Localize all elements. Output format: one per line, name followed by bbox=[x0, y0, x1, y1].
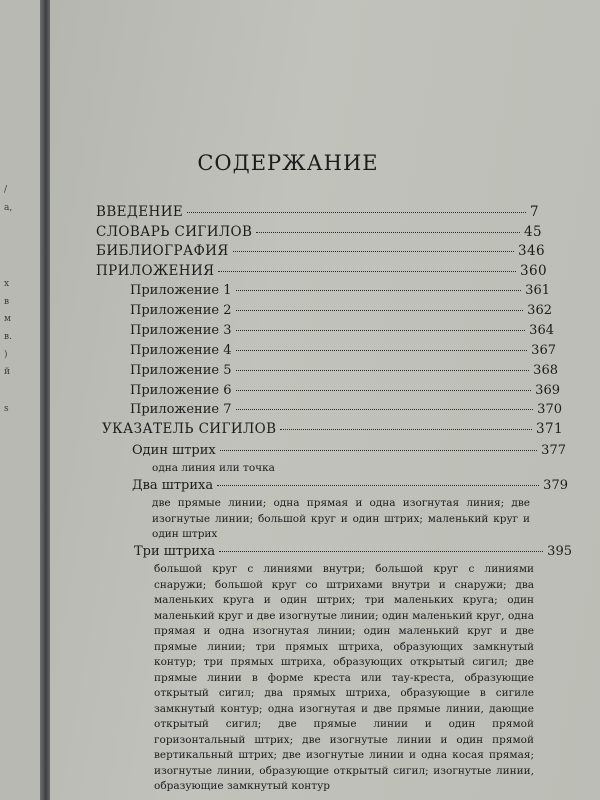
toc-entry-sigil-dictionary bbox=[96, 224, 542, 240]
toc-entry-label: Приложение 4 bbox=[130, 343, 232, 358]
toc-entry-appendix-3 bbox=[130, 323, 554, 338]
toc-entry-appendix-4 bbox=[130, 343, 556, 358]
dot-leader bbox=[236, 370, 530, 371]
toc-entry-introduction bbox=[96, 204, 539, 220]
dot-leader bbox=[280, 429, 532, 430]
toc-entry-two-strokes bbox=[132, 478, 568, 493]
left-page-fragment: / bbox=[4, 185, 8, 195]
toc-entry-label: Приложение 3 bbox=[130, 323, 232, 338]
toc-entry-appendix-2 bbox=[130, 303, 552, 318]
left-page-fragment: ) bbox=[4, 350, 8, 360]
toc-entry-label: Приложение 2 bbox=[130, 303, 232, 318]
toc-entry-appendix-6 bbox=[130, 383, 560, 398]
dot-leader bbox=[236, 330, 526, 331]
left-page-fragment: а, bbox=[4, 203, 13, 213]
toc-entry-label: ПРИЛОЖЕНИЯ bbox=[96, 263, 215, 279]
dot-leader bbox=[219, 551, 543, 552]
dot-leader bbox=[220, 450, 537, 451]
toc-entry-label: БИБЛИОГРАФИЯ bbox=[96, 243, 229, 259]
toc-entry-label: СЛОВАРЬ СИГИЛОВ bbox=[96, 224, 253, 240]
toc-entry-page: 360 bbox=[520, 263, 547, 279]
toc-entry-label: УКАЗАТЕЛЬ СИГИЛОВ bbox=[102, 421, 277, 437]
left-page-fragment: й bbox=[4, 367, 10, 377]
one-stroke-description: одна линия или точка bbox=[152, 462, 275, 474]
left-page-fragment: х bbox=[4, 279, 10, 289]
toc-entry-page: 370 bbox=[537, 402, 562, 417]
toc-entry-appendix-7 bbox=[130, 402, 562, 417]
dot-leader bbox=[218, 271, 516, 272]
toc-entry-label: Три штриха bbox=[134, 544, 216, 559]
toc-entry-page: 364 bbox=[529, 323, 554, 338]
toc-entry-page: 45 bbox=[524, 224, 542, 240]
toc-entry-appendix-5 bbox=[130, 363, 558, 378]
toc-entry-page: 361 bbox=[525, 283, 550, 298]
dot-leader bbox=[236, 310, 524, 311]
toc-entry-three-strokes bbox=[134, 544, 572, 559]
toc-entry-page: 367 bbox=[531, 343, 556, 358]
dot-leader bbox=[217, 485, 539, 486]
left-page-fragment: s bbox=[4, 404, 9, 414]
left-page-fragment: в bbox=[4, 297, 10, 307]
toc-entry-page: 346 bbox=[518, 243, 545, 259]
toc-entry-label: Приложение 7 bbox=[130, 402, 232, 417]
page-title: СОДЕРЖАНИЕ bbox=[197, 151, 379, 175]
dot-leader bbox=[187, 212, 526, 213]
toc-entry-label: Приложение 6 bbox=[130, 383, 232, 398]
toc-entry-page: 362 bbox=[527, 303, 552, 318]
dot-leader bbox=[233, 251, 514, 252]
toc-entry-page: 377 bbox=[541, 443, 566, 458]
toc-entry-appendix-1 bbox=[130, 283, 550, 298]
toc-entry-appendices bbox=[96, 263, 547, 279]
toc-entry-page: 379 bbox=[543, 478, 568, 493]
dot-leader bbox=[236, 409, 534, 410]
toc-entry-page: 369 bbox=[535, 383, 560, 398]
toc-entry-bibliography bbox=[96, 243, 545, 259]
toc-entry-sigil-index bbox=[102, 421, 563, 437]
left-page-fragment: в. bbox=[4, 332, 12, 342]
toc-entry-page: 7 bbox=[530, 204, 539, 220]
toc-entry-page: 368 bbox=[533, 363, 558, 378]
toc-entry-page: 371 bbox=[536, 421, 563, 437]
toc-entry-label: Один штрих bbox=[132, 443, 216, 458]
three-strokes-description: большой круг с линиями внутри; большой круг с линиями снаружи; большой круг со штрихами внутри и снаружи; два маленьких круга и один штрих; три маленьких круга; один маленький круг и две изогнутые линии; один маленький круг, одна прямая и одна изогнутая линии; один маленький круг и две прямые линии; три прямых штриха, образующих замкнутый контур; три прямых штриха, образующих открытый сигил; две прямые линии в форме креста или тау-креста, образующие открытый сигил; два прямых штриха, образующие в сигиле замкнутый контур; одна изогнутая и две прямые линии, дающие открытый сигил; две прямые линии и один прямой горизонтальный штрих; две изогнутые линии и один прямой вертикальный штрих; две изогнутые линии и одна косая прямая; изогнутые линии, образующие открытый сигил; изогнутые линии, образующие замкнутый контур bbox=[154, 563, 534, 792]
toc-entry-label: Два штриха bbox=[132, 478, 214, 493]
dot-leader bbox=[236, 390, 532, 391]
dot-leader bbox=[236, 290, 522, 291]
left-page-fragment: м bbox=[4, 314, 12, 324]
toc-entry-one-stroke bbox=[132, 443, 566, 458]
toc-entry-label: Приложение 5 bbox=[130, 363, 232, 378]
toc-entry-label: Приложение 1 bbox=[130, 283, 232, 298]
dot-leader bbox=[236, 350, 528, 351]
dot-leader bbox=[256, 232, 520, 233]
two-strokes-description: две прямые линии; одна прямая и одна изогнутая линия; две изогнутые линии; большой круг и один штрих; маленький круг и один штрих bbox=[152, 497, 530, 540]
toc-entry-label: ВВЕДЕНИЕ bbox=[96, 204, 184, 220]
toc-entry-page: 395 bbox=[547, 544, 572, 559]
